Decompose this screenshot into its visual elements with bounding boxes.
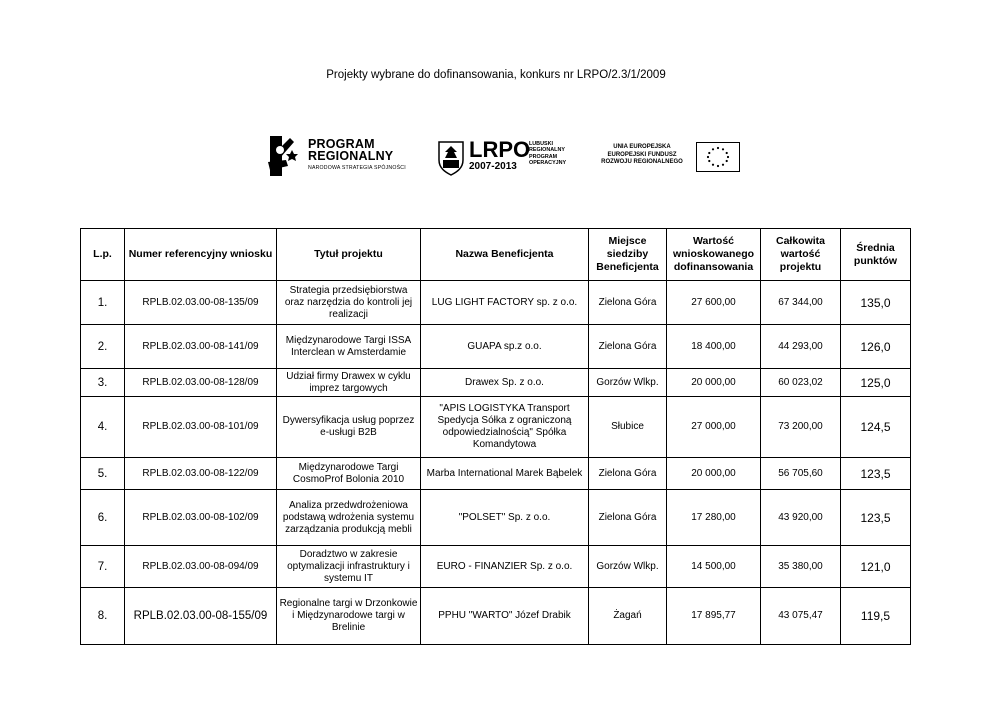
lrpo-small-1: LUBUSKI [529, 141, 553, 147]
lrpo-small-2: REGIONALNY [529, 147, 565, 154]
cell-lp: 8. [81, 588, 125, 645]
cell-total: 73 200,00 [761, 397, 841, 458]
cell-ref: RPLB.02.03.00-08-128/09 [125, 369, 277, 397]
eu-flag-icon [696, 142, 740, 172]
header-title: Tytuł projektu [277, 229, 421, 281]
cell-ref: RPLB.02.03.00-08-135/09 [125, 281, 277, 325]
cell-score: 119,5 [841, 588, 911, 645]
cell-beneficiary: "POLSET" Sp. z o.o. [421, 490, 589, 546]
cell-seat: Zielona Góra [589, 490, 667, 546]
cell-beneficiary: "APIS LOGISTYKA Transport Spedycja Sółka z ograniczoną odpowiedzialnością" Spółka Komandytowa [421, 397, 589, 458]
lrpo-small-4: OPERACYJNY [529, 160, 567, 167]
cell-seat: Gorzów Wlkp. [589, 546, 667, 588]
cell-score: 121,0 [841, 546, 911, 588]
table-row [81, 325, 911, 369]
lubuskie-crest-icon [437, 140, 465, 176]
header-lp: L.p. [81, 229, 125, 281]
cell-lp: 4. [81, 397, 125, 458]
cell-requested: 14 500,00 [667, 546, 761, 588]
table-header-row [81, 229, 911, 281]
header-ref: Numer referencyjny wniosku [125, 229, 277, 281]
cell-score: 126,0 [841, 325, 911, 369]
cell-total: 44 293,00 [761, 325, 841, 369]
cell-total: 67 344,00 [761, 281, 841, 325]
cell-lp: 7. [81, 546, 125, 588]
header-seat: Miejsce siedziby Beneficjenta [589, 229, 667, 281]
cell-seat: Żagań [589, 588, 667, 645]
cell-requested: 27 600,00 [667, 281, 761, 325]
cell-score: 124,5 [841, 397, 911, 458]
header-score: Średnia punktów [841, 229, 911, 281]
cell-lp: 6. [81, 490, 125, 546]
cell-lp: 3. [81, 369, 125, 397]
cell-lp: 5. [81, 458, 125, 490]
program-line1: PROGRAM [308, 137, 375, 151]
cell-total: 56 705,60 [761, 458, 841, 490]
cell-requested: 20 000,00 [667, 458, 761, 490]
program-regionalny-logo [264, 132, 424, 180]
program-regionalny-emblem-icon [264, 132, 304, 180]
cell-beneficiary: GUAPA sp.z o.o. [421, 325, 589, 369]
cell-beneficiary: Marba International Marek Bąbelek [421, 458, 589, 490]
projects-table [80, 228, 911, 645]
lrpo-logo [437, 138, 577, 178]
cell-title: Strategia przedsiębiorstwa oraz narzędzia do kontroli jej realizacji [277, 281, 421, 325]
cell-seat: Zielona Góra [589, 458, 667, 490]
table-row [81, 588, 911, 645]
cell-total: 60 023,02 [761, 369, 841, 397]
table-row [81, 490, 911, 546]
cell-total: 43 920,00 [761, 490, 841, 546]
lrpo-years: 2007-2013 [469, 161, 517, 172]
cell-ref: RPLB.02.03.00-08-094/09 [125, 546, 277, 588]
cell-seat: Zielona Góra [589, 325, 667, 369]
cell-requested: 17 895,77 [667, 588, 761, 645]
lrpo-acronym: LRPO [469, 137, 531, 162]
table-row [81, 397, 911, 458]
table-row [81, 369, 911, 397]
cell-requested: 17 280,00 [667, 490, 761, 546]
lrpo-small-3: PROGRAM [529, 153, 558, 160]
table-row [81, 281, 911, 325]
cell-seat: Gorzów Wlkp. [589, 369, 667, 397]
cell-total: 35 380,00 [761, 546, 841, 588]
cell-seat: Zielona Góra [589, 281, 667, 325]
cell-beneficiary: EURO - FINANZIER Sp. z o.o. [421, 546, 589, 588]
program-line2: REGIONALNY [308, 149, 394, 163]
cell-score: 135,0 [841, 281, 911, 325]
cell-score: 123,5 [841, 490, 911, 546]
cell-beneficiary: Drawex Sp. z o.o. [421, 369, 589, 397]
cell-lp: 1. [81, 281, 125, 325]
cell-seat: Słubice [589, 397, 667, 458]
cell-requested: 18 400,00 [667, 325, 761, 369]
cell-total: 43 075,47 [761, 588, 841, 645]
cell-beneficiary: PPHU "WARTO" Józef Drabik [421, 588, 589, 645]
table-row [81, 458, 911, 490]
header-beneficiary: Nazwa Beneficjenta [421, 229, 589, 281]
table-row [81, 546, 911, 588]
header-total: Całkowita wartość projektu [761, 229, 841, 281]
cell-ref: RPLB.02.03.00-08-101/09 [125, 397, 277, 458]
cell-title: Międzynarodowe Targi CosmoProf Bolonia 2010 [277, 458, 421, 490]
cell-title: Międzynarodowe Targi ISSA Interclean w Amsterdamie [277, 325, 421, 369]
cell-requested: 27 000,00 [667, 397, 761, 458]
ue-line3: ROZWOJU REGIONALNEGO [601, 159, 683, 165]
cell-title: Regionalne targi w Drzonkowie i Międzynarodowe targi w Brelinie [277, 588, 421, 645]
cell-beneficiary: LUG LIGHT FACTORY sp. z o.o. [421, 281, 589, 325]
cell-ref: RPLB.02.03.00-08-102/09 [125, 490, 277, 546]
cell-requested: 20 000,00 [667, 369, 761, 397]
cell-title: Doradztwo w zakresie optymalizacji infrastruktury i systemu IT [277, 546, 421, 588]
ue-logo [592, 138, 742, 178]
page-title: Projekty wybrane do dofinansowania, konkurs nr LRPO/2.3/1/2009 [326, 69, 666, 81]
ue-line1: UNIA EUROPEJSKA [613, 144, 671, 150]
ue-line2: EUROPEJSKI FUNDUSZ [607, 151, 677, 158]
cell-title: Analiza przedwdrożeniowa podstawą wdrożenia systemu zarządzania produkcją mebli [277, 490, 421, 546]
cell-ref: RPLB.02.03.00-08-141/09 [125, 325, 277, 369]
cell-ref: RPLB.02.03.00-08-122/09 [125, 458, 277, 490]
cell-title: Dywersyfikacja usług poprzez e-usługi B2B [277, 397, 421, 458]
program-subtitle: NARODOWA STRATEGIA SPÓJNOŚCI [308, 165, 406, 171]
cell-title: Udział firmy Drawex w cyklu imprez targowych [277, 369, 421, 397]
cell-score: 123,5 [841, 458, 911, 490]
cell-ref: RPLB.02.03.00-08-155/09 [125, 588, 277, 645]
header-requested: Wartość wnioskowanego dofinansowania [667, 229, 761, 281]
cell-score: 125,0 [841, 369, 911, 397]
cell-lp: 2. [81, 325, 125, 369]
